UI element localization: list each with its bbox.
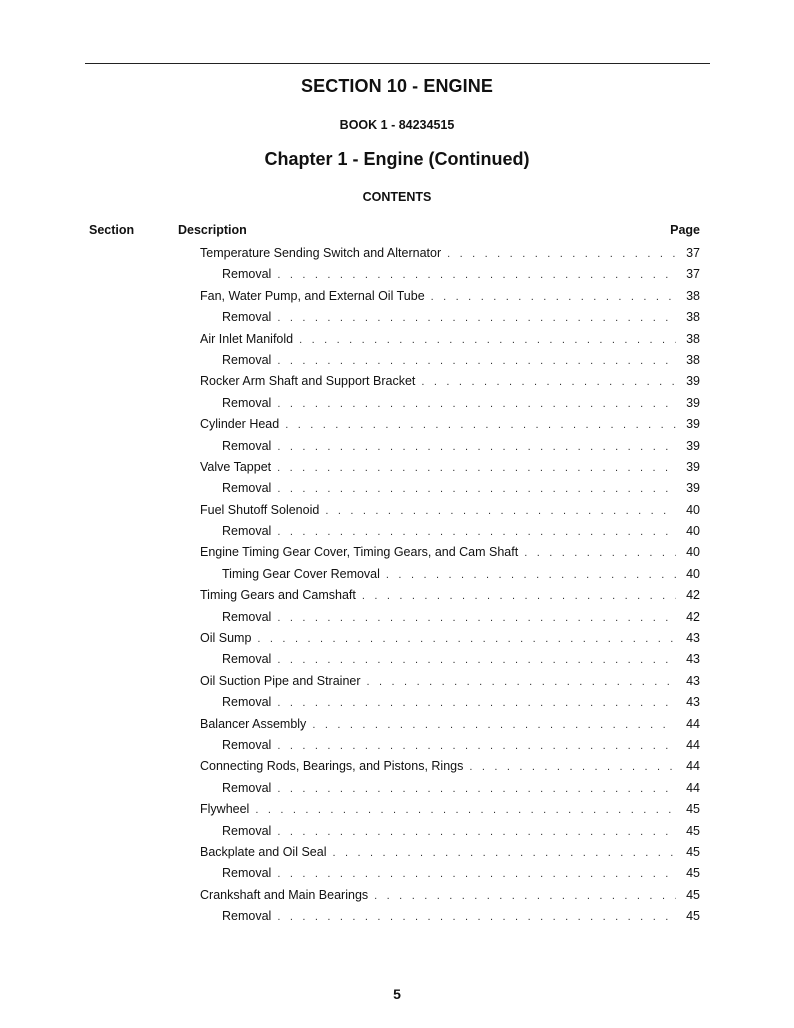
toc-entry-page: 43: [686, 695, 700, 710]
toc-entry-title: Removal: [222, 395, 272, 410]
toc-entry-page: 45: [686, 909, 700, 924]
top-rule: [85, 63, 710, 64]
toc-entry-title: Removal: [222, 780, 272, 795]
dot-leader: [386, 565, 676, 585]
toc-subentry[interactable]: [200, 350, 700, 371]
toc-entry[interactable]: [200, 414, 700, 435]
toc-entry-page: 45: [686, 887, 700, 902]
dot-leader: [325, 501, 676, 521]
dot-leader: [285, 415, 676, 435]
toc-entry[interactable]: [200, 842, 700, 863]
toc-entry-title: Removal: [222, 652, 272, 667]
toc-entry[interactable]: [200, 671, 700, 692]
toc-entry[interactable]: [200, 885, 700, 906]
toc-subentry[interactable]: [200, 436, 700, 457]
toc-entry-title: Removal: [222, 609, 272, 624]
toc-entry-title: Crankshaft and Main Bearings: [200, 887, 369, 902]
dot-leader: [277, 693, 676, 713]
dot-leader: [431, 287, 676, 307]
toc-entry[interactable]: [200, 756, 700, 777]
toc-entry[interactable]: [200, 243, 700, 264]
toc-subentry[interactable]: [200, 478, 700, 499]
toc-entry-title: Removal: [222, 267, 272, 282]
toc-entry[interactable]: [200, 585, 700, 606]
toc-entry-page: 42: [686, 588, 700, 603]
toc-entry-page: 37: [686, 267, 700, 282]
toc-entry-page: 43: [686, 652, 700, 667]
toc-entry-page: 38: [686, 331, 700, 346]
toc-entry-title: Removal: [222, 524, 272, 539]
toc-entry[interactable]: [200, 329, 700, 350]
dot-leader: [277, 822, 676, 842]
dot-leader: [277, 458, 676, 478]
dot-leader: [524, 543, 676, 563]
toc-entry-page: 40: [686, 545, 700, 560]
toc-entry-title: Flywheel: [200, 802, 250, 817]
chapter-title: Chapter 1 - Engine (Continued): [264, 149, 530, 169]
toc-entry-title: Valve Tappet: [200, 459, 272, 474]
dot-leader: [374, 886, 676, 906]
dot-leader: [299, 330, 676, 350]
dot-leader: [257, 629, 676, 649]
toc-entry-title: Removal: [222, 438, 272, 453]
dot-leader: [277, 394, 676, 414]
toc-entry-title: Fan, Water Pump, and External Oil Tube: [200, 288, 425, 303]
dot-leader: [469, 757, 676, 777]
toc-entry[interactable]: [200, 286, 700, 307]
toc-entry-title: Timing Gears and Camshaft: [200, 588, 356, 603]
dot-leader: [277, 608, 676, 628]
toc-entry-title: Balancer Assembly: [200, 716, 307, 731]
toc-entry-title: Removal: [222, 823, 272, 838]
toc-entry-page: 45: [686, 823, 700, 838]
toc-subentry[interactable]: [200, 307, 700, 328]
toc-entry[interactable]: [200, 542, 700, 563]
toc-subentry[interactable]: [200, 564, 700, 585]
toc-entry[interactable]: [200, 457, 700, 478]
toc-entry-title: Rocker Arm Shaft and Support Bracket: [200, 374, 416, 389]
dot-leader: [312, 715, 676, 735]
toc-entry-title: Backplate and Oil Seal: [200, 844, 327, 859]
dot-leader: [277, 308, 676, 328]
toc-subentry[interactable]: [200, 264, 700, 285]
dot-leader: [277, 522, 676, 542]
toc-entry-page: 38: [686, 310, 700, 325]
toc-entry[interactable]: [200, 500, 700, 521]
toc-entry-page: 39: [686, 438, 700, 453]
dot-leader: [277, 650, 676, 670]
toc-entry-title: Removal: [222, 737, 272, 752]
toc-entry-page: 42: [686, 609, 700, 624]
toc-entry[interactable]: [200, 799, 700, 820]
toc-entry-page: 40: [686, 524, 700, 539]
toc-entry-title: Air Inlet Manifold: [200, 331, 294, 346]
toc-entry-title: Removal: [222, 481, 272, 496]
toc-entry-title: Removal: [222, 909, 272, 924]
toc-entry-title: Timing Gear Cover Removal: [222, 566, 380, 581]
toc-subentry[interactable]: [200, 778, 700, 799]
toc-entry-page: 45: [686, 844, 700, 859]
section-title: SECTION 10 - ENGINE: [301, 76, 493, 96]
page-number: 5: [393, 986, 401, 1002]
toc-entry-page: 44: [686, 716, 700, 731]
toc-subentry[interactable]: [200, 906, 700, 927]
dot-leader: [332, 843, 676, 863]
dot-leader: [421, 372, 676, 392]
toc-entry-title: Oil Sump: [200, 631, 252, 646]
toc-entry-page: 37: [686, 246, 700, 260]
dot-leader: [277, 736, 676, 756]
dot-leader: [277, 779, 676, 799]
toc-entry-page: 39: [686, 459, 700, 474]
toc-entry-title: Removal: [222, 695, 272, 710]
table-of-contents: [200, 243, 700, 928]
toc-entry-page: 39: [686, 374, 700, 389]
toc-entry-title: Removal: [222, 352, 272, 367]
dot-leader: [277, 437, 676, 457]
toc-entry-page: 44: [686, 737, 700, 752]
toc-subentry[interactable]: [200, 692, 700, 713]
dot-leader: [447, 244, 676, 264]
toc-entry-page: 43: [686, 673, 700, 688]
toc-subentry[interactable]: [200, 863, 700, 884]
dot-leader: [367, 672, 676, 692]
toc-entry-title: Fuel Shutoff Solenoid: [200, 502, 320, 517]
toc-entry[interactable]: [200, 714, 700, 735]
toc-entry-page: 45: [686, 802, 700, 817]
toc-subentry[interactable]: [200, 521, 700, 542]
dot-leader: [277, 351, 676, 371]
toc-entry-page: 44: [686, 759, 700, 774]
toc-subentry[interactable]: [200, 735, 700, 756]
toc-entry-page: 43: [686, 631, 700, 646]
toc-entry-title: Cylinder Head: [200, 417, 280, 432]
book-number: BOOK 1 - 84234515: [339, 118, 455, 132]
toc-entry-page: 39: [686, 481, 700, 496]
toc-subentry[interactable]: [200, 393, 700, 414]
dot-leader: [277, 479, 676, 499]
column-header-section: Section: [89, 223, 135, 237]
toc-entry-title: Oil Suction Pipe and Strainer: [200, 673, 361, 688]
toc-entry-page: 44: [686, 780, 700, 795]
toc-entry[interactable]: [200, 371, 700, 392]
column-header-description: Description: [178, 223, 247, 237]
dot-leader: [277, 864, 676, 884]
dot-leader: [255, 800, 676, 820]
toc-entry-title: Temperature Sending Switch and Alternator: [200, 246, 442, 260]
dot-leader: [277, 265, 676, 285]
toc-subentry[interactable]: [200, 649, 700, 670]
contents-heading: CONTENTS: [362, 190, 432, 204]
toc-entry-page: 38: [686, 352, 700, 367]
toc-entry-title: Removal: [222, 866, 272, 881]
toc-entry-page: 39: [686, 395, 700, 410]
dot-leader: [362, 586, 676, 606]
toc-entry-title: Engine Timing Gear Cover, Timing Gears, and Cam Shaft: [200, 545, 519, 560]
toc-entry-page: 40: [686, 502, 700, 517]
toc-entry-page: 45: [686, 866, 700, 881]
column-header-page: Page: [670, 223, 700, 237]
toc-entry-page: 39: [686, 417, 700, 432]
toc-entry-title: Removal: [222, 310, 272, 325]
toc-entry[interactable]: [200, 628, 700, 649]
toc-subentry[interactable]: [200, 821, 700, 842]
toc-entry-page: 38: [686, 288, 700, 303]
toc-entry-page: 40: [686, 566, 700, 581]
toc-subentry[interactable]: [200, 607, 700, 628]
toc-entry-title: Connecting Rods, Bearings, and Pistons, Rings: [200, 759, 464, 774]
dot-leader: [277, 907, 676, 927]
